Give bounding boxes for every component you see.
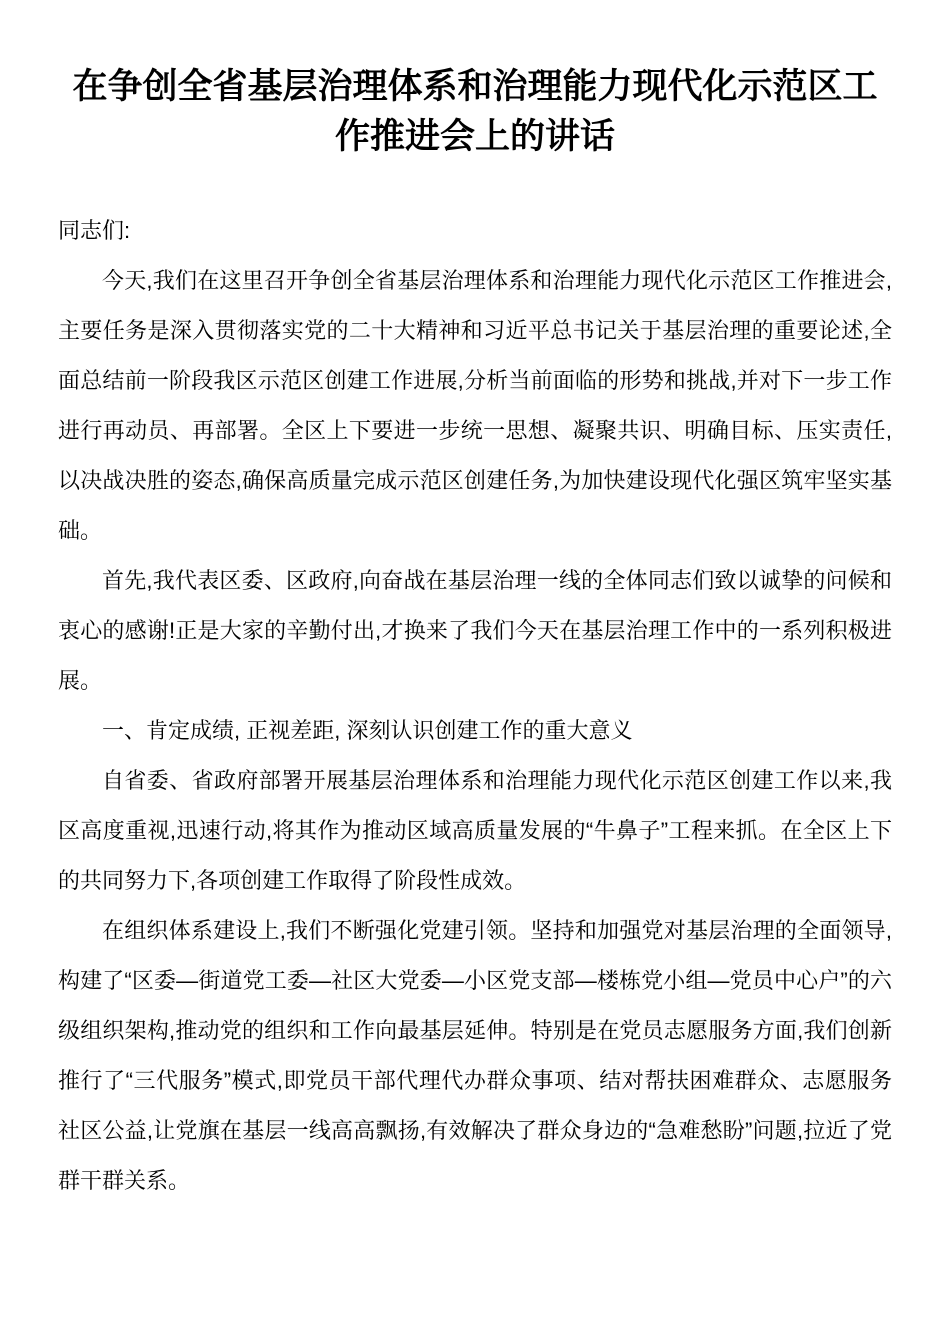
section-heading-1: 一、肯定成绩, 正视差距, 深刻认识创建工作的重大意义: [102, 718, 633, 743]
paragraph-achievements: 自省委、省政府部署开展基层治理体系和治理能力现代化示范区创建工作以来,我区高度重视,迅速行动,将其作为推动区域高质量发展的“牛鼻子”工程来抓。在全区上下的共同努力下,各项创建工作取得了阶段性成效。: [58, 768, 892, 893]
salutation: 同志们:: [58, 218, 131, 243]
paragraph-opening: 今天,我们在这里召开争创全省基层治理体系和治理能力现代化示范区工作推进会,主要任务是深入贯彻落实党的二十大精神和习近平总书记关于基层治理的重要论述,全面总结前一阶段我区示范区创建工作进展,分析当前面临的形势和挑战,并对下一步工作进行再动员、再部署。全区上下要进一步统一思想、凝聚共识、明确目标、压实责任,以决战决胜的姿态,确保高质量完成示范区创建任务,为加快建设现代化强区筑牢坚实基础。: [58, 268, 892, 543]
document-body: [58, 206, 892, 1206]
paragraph-organization: 在组织体系建设上,我们不断强化党建引领。坚持和加强党对基层治理的全面领导,构建了“区委—街道党工委—社区大党委—小区党支部—楼栋党小组—党员中心户”的六级组织架构,推动党的组织和工作向最基层延伸。特别是在党员志愿服务方面,我们创新推行了“三代服务”模式,即党员干部代理代办群众事项、结对帮扶困难群众、志愿服务社区公益,让党旗在基层一线高高飘扬,有效解决了群众身边的“急难愁盼”问题,拉近了党群干群关系。: [58, 918, 892, 1193]
paragraph-thanks: 首先,我代表区委、区政府,向奋战在基层治理一线的全体同志们致以诚挚的问候和衷心的感谢!正是大家的辛勤付出,才换来了我们今天在基层治理工作中的一系列积极进展。: [58, 568, 892, 693]
document-title: 在争创全省基层治理体系和治理能力现代化示范区工作推进会上的讲话: [72, 67, 878, 156]
